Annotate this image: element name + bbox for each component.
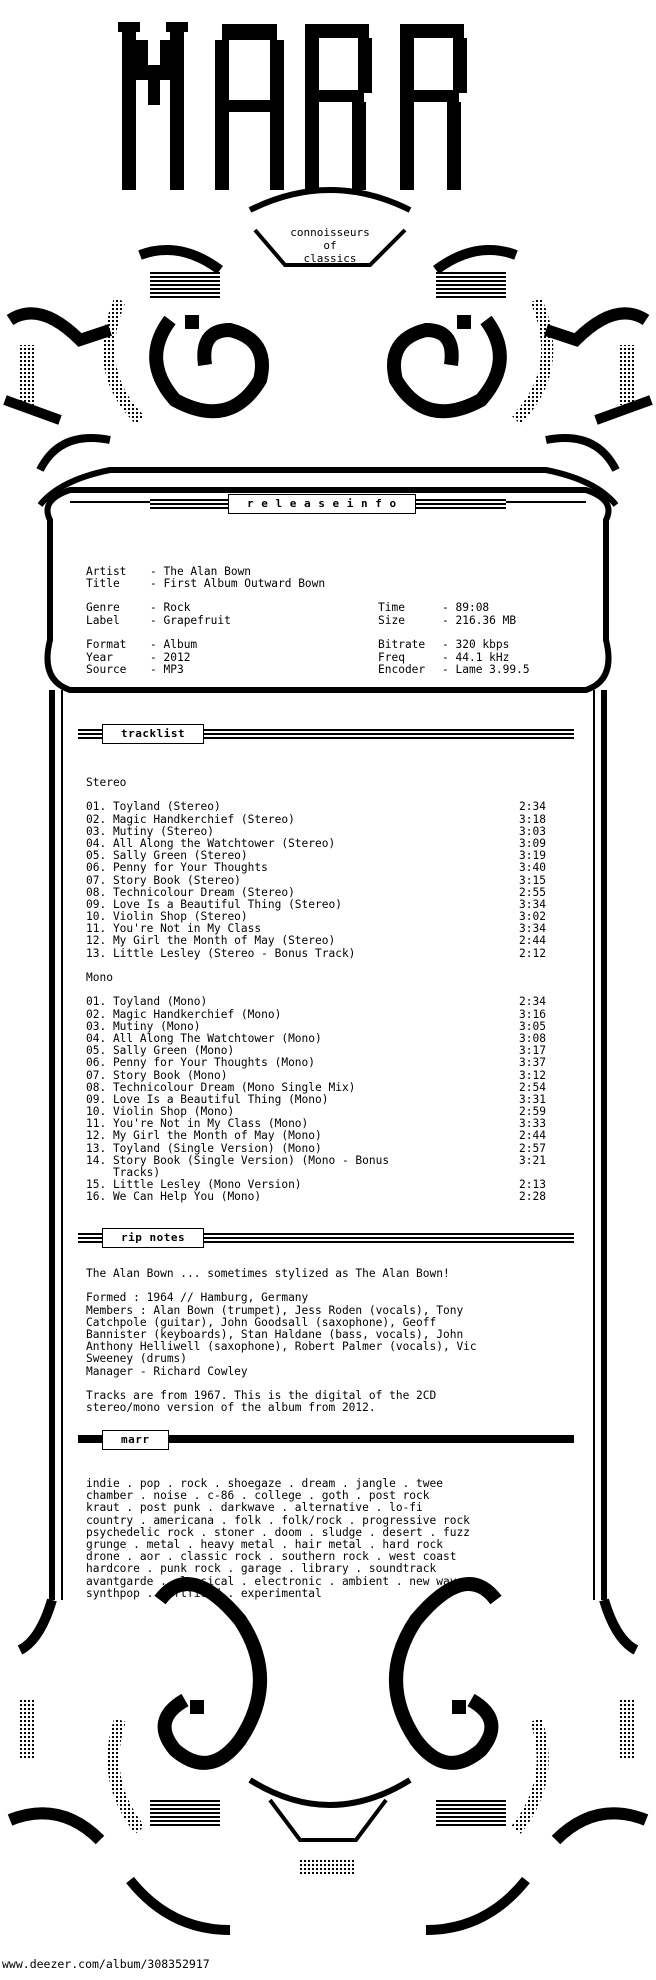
stereo-track-list [86,801,546,959]
track-row [86,1143,546,1155]
track-duration: 2:59 [519,1105,546,1119]
track-title: 04. All Along the Watchtower (Stereo) [86,836,336,850]
track-title: 10. Violin Shop (Mono) [86,1105,235,1119]
track-title: 01. Toyland (Stereo) [86,800,221,814]
release-field-value: 89:08 [455,601,490,615]
release-field-value: 2012 [163,650,191,664]
track-title: 06. Penny for Your Thoughts [86,861,268,875]
stereo-heading: Stereo [86,776,127,789]
release-field-key: Format [86,638,127,652]
track-duration: 3:33 [519,1117,546,1131]
track-title: 07. Story Book (Mono) [86,1068,228,1082]
marr-logo-art [118,22,467,190]
genre-tag-line: chamber . noise . c-86 . college . goth . post rock [86,1489,430,1503]
track-row [86,1057,546,1069]
release-field-key: Size [378,613,405,627]
release-field-sep: - [150,576,164,590]
release-field-sep: - [150,601,164,615]
track-title: 09. Love Is a Beautiful Thing (Mono) [86,1092,329,1106]
mono-heading: Mono [86,971,113,984]
track-title: 04. All Along The Watchtower (Mono) [86,1031,322,1045]
genre-tag-line: grunge . metal . heavy metal . hair metal . hard rock [86,1537,443,1551]
track-row [86,948,546,960]
tagline-line-2: of [323,239,337,252]
release-field-value: Grapefruit [163,613,231,627]
track-title: 12. My Girl the Month of May (Mono) [86,1129,322,1143]
tracklist-section [86,777,546,1204]
track-title: 06. Penny for Your Thoughts (Mono) [86,1056,316,1070]
track-row [86,814,546,826]
tracklist-label: tracklist [102,724,204,744]
release-field-row [86,615,325,627]
release-field-key: Year [86,650,113,664]
track-title: 05. Sally Green (Mono) [86,1044,235,1058]
track-duration: 2:34 [519,800,546,814]
release-field-key: Source [86,662,127,676]
release-field-row [378,566,530,578]
mono-track-list [86,996,546,1203]
release-field-row [378,578,530,590]
track-title: 11. You're Not in My Class [86,922,262,936]
track-duration: 3:15 [519,873,546,887]
track-title: 08. Technicolour Dream (Stereo) [86,885,295,899]
track-title: 01. Toyland (Mono) [86,995,208,1009]
release-field-key: Artist [86,564,127,578]
release-field-sep: - [442,650,456,664]
track-duration: 3:08 [519,1031,546,1045]
rip-note-line: Catchpole (guitar), John Goodsall (saxophone), Geoff [86,1315,437,1329]
release-field-sep: - [150,662,164,676]
release-field-sep: - [442,638,456,652]
track-duration: 2:44 [519,1129,546,1143]
release-field-row [86,664,325,676]
release-field-value: 320 kbps [455,638,510,652]
genre-tag-line: country . americana . folk . folk/rock . progressive rock [86,1513,470,1527]
release-field-sep: - [442,601,456,615]
track-title: 11. You're Not in My Class (Mono) [86,1117,309,1131]
release-info-left [86,541,325,689]
track-row [86,801,546,813]
track-duration: 3:19 [519,849,546,863]
rip-note-line: Sweeney (drums) [86,1352,188,1366]
track-title: 03. Mutiny (Mono) [86,1019,201,1033]
track-duration: 2:13 [519,1178,546,1192]
release-field-value: MP3 [163,662,184,676]
release-field-key: Freq [378,650,405,664]
track-duration: 3:03 [519,824,546,838]
genre-tag-line: indie . pop . rock . shoegaze . dream . jangle . twee [86,1477,443,1490]
rip-note-line: Formed : 1964 // Hamburg, Germany [86,1291,309,1305]
release-info-header [150,494,506,512]
rip-note-line: Bannister (keyboards), Stan Haldane (bass, vocals), John [86,1327,464,1341]
track-title: 13. Toyland (Single Version) (Mono) [86,1141,322,1155]
track-title: Tracks) [86,1166,161,1179]
release-field-key: Time [378,601,405,615]
release-field-row [86,590,325,602]
genre-tag-line: avantgarde . classical . electronic . ambient . new wave [86,1574,464,1588]
marr-header [78,1430,574,1448]
track-title: 16. We Can Help You (Mono) [86,1190,262,1204]
track-title: 02. Magic Handkerchief (Stereo) [86,812,295,826]
track-duration: 3:21 [519,1153,546,1167]
release-field-sep: - [442,613,456,627]
track-title: 02. Magic Handkerchief (Mono) [86,1007,282,1021]
rip-note-line: The Alan Bown ... sometimes stylized as The Alan Bown! [86,1267,450,1280]
track-title: 07. Story Book (Stereo) [86,873,241,887]
rip-note-line: Tracks are from 1967. This is the digital of the 2CD [86,1388,437,1402]
track-duration: 2:55 [519,885,546,899]
tracklist-header [78,724,574,742]
track-duration: 2:34 [519,995,546,1009]
track-duration: 2:44 [519,934,546,948]
track-duration: 3:16 [519,1007,546,1021]
release-field-key: Bitrate [378,638,426,652]
genre-tag-line: synthpop . leftfield . experimental [86,1586,322,1600]
release-field-key: Genre [86,601,120,615]
rip-notes-section [86,1268,566,1414]
release-field-row [378,615,530,627]
track-title: 10. Violin Shop (Stereo) [86,910,248,924]
release-field-sep: - [150,613,164,627]
release-field-row [86,578,325,590]
track-duration: 3:40 [519,861,546,875]
track-duration: 2:12 [519,946,546,960]
track-title: 14. Story Book (Single Version) (Mono - Bonus [86,1153,390,1167]
release-field-value: Lame 3.99.5 [455,662,530,676]
tagline-line-3: classics [303,252,357,265]
track-title: 15. Little Lesley (Mono Version) [86,1178,302,1192]
track-title: 09. Love Is a Beautiful Thing (Stereo) [86,897,342,911]
track-duration: 3:17 [519,1044,546,1058]
track-row [86,1130,546,1142]
track-row [86,1009,546,1021]
release-field-row [86,639,325,651]
track-duration: 2:54 [519,1080,546,1094]
track-duration: 3:34 [519,897,546,911]
track-row [86,1191,546,1203]
release-field-value: Rock [163,601,191,615]
tagline-line-1: connoisseurs [290,226,370,239]
release-field-key: Label [86,613,120,627]
rip-notes-label: rip notes [102,1228,204,1248]
release-field-sep: - [150,564,164,578]
release-field-value: The Alan Bown [163,564,252,578]
track-row [86,935,546,947]
track-title: 12. My Girl the Month of May (Stereo) [86,934,336,948]
track-duration: 2:57 [519,1141,546,1155]
release-info-label: r e l e a s e i n f o [228,494,416,514]
track-row [86,875,546,887]
track-title: 08. Technicolour Dream (Mono Single Mix) [86,1080,356,1094]
rip-note-line: stereo/mono version of the album from 2012. [86,1401,376,1415]
release-field-value: Album [163,638,198,652]
genre-tag-line: psychedelic rock . stoner . doom . sludge . desert . fuzz [86,1525,470,1539]
release-field-row [378,664,530,676]
release-field-value: 216.36 MB [455,613,517,627]
rip-notes-header [78,1228,574,1246]
track-duration: 3:31 [519,1092,546,1106]
genre-tag-line: drone . aor . classic rock . southern rock . west coast [86,1550,457,1564]
track-duration: 3:02 [519,910,546,924]
bottom-ornament [10,1584,646,1930]
release-field-sep: - [442,662,456,676]
release-field-key: Title [86,576,120,590]
release-field-key: Encoder [378,662,426,676]
rip-note-line: Anthony Helliwell (saxophone), Robert Palmer (vocals), Vic [86,1340,477,1354]
track-row [86,996,546,1008]
genre-tag-line: kraut . post punk . darkwave . alternative . lo-fi [86,1501,423,1515]
track-duration: 3:34 [519,922,546,936]
track-duration: 3:37 [519,1056,546,1070]
track-duration: 3:12 [519,1068,546,1082]
track-duration: 3:05 [519,1019,546,1033]
release-field-value: First Album Outward Bown [163,576,326,590]
release-field-sep: - [150,638,164,652]
marr-label: marr [102,1430,169,1450]
release-field-sep: - [150,650,164,664]
tagline [290,226,370,265]
rip-note-line: Members : Alan Bown (trumpet), Jess Roden (vocals), Tony [86,1303,464,1317]
track-duration: 2:28 [519,1190,546,1204]
track-title: 13. Little Lesley (Stereo - Bonus Track) [86,946,356,960]
track-title: 03. Mutiny (Stereo) [86,824,214,838]
track-row [86,1070,546,1082]
track-duration: 3:18 [519,812,546,826]
release-field-value: 44.1 kHz [455,650,510,664]
release-info-right [378,541,530,689]
genre-tag-line: hardcore . punk rock . garage . library . soundtrack [86,1562,437,1576]
footer-url[interactable]: www.deezer.com/album/308352917 [2,1957,210,1971]
track-row [86,862,546,874]
track-duration: 3:09 [519,836,546,850]
track-title: 05. Sally Green (Stereo) [86,849,248,863]
rip-note-line: Manager - Richard Cowley [86,1364,248,1378]
genre-tags-section [86,1478,566,1600]
